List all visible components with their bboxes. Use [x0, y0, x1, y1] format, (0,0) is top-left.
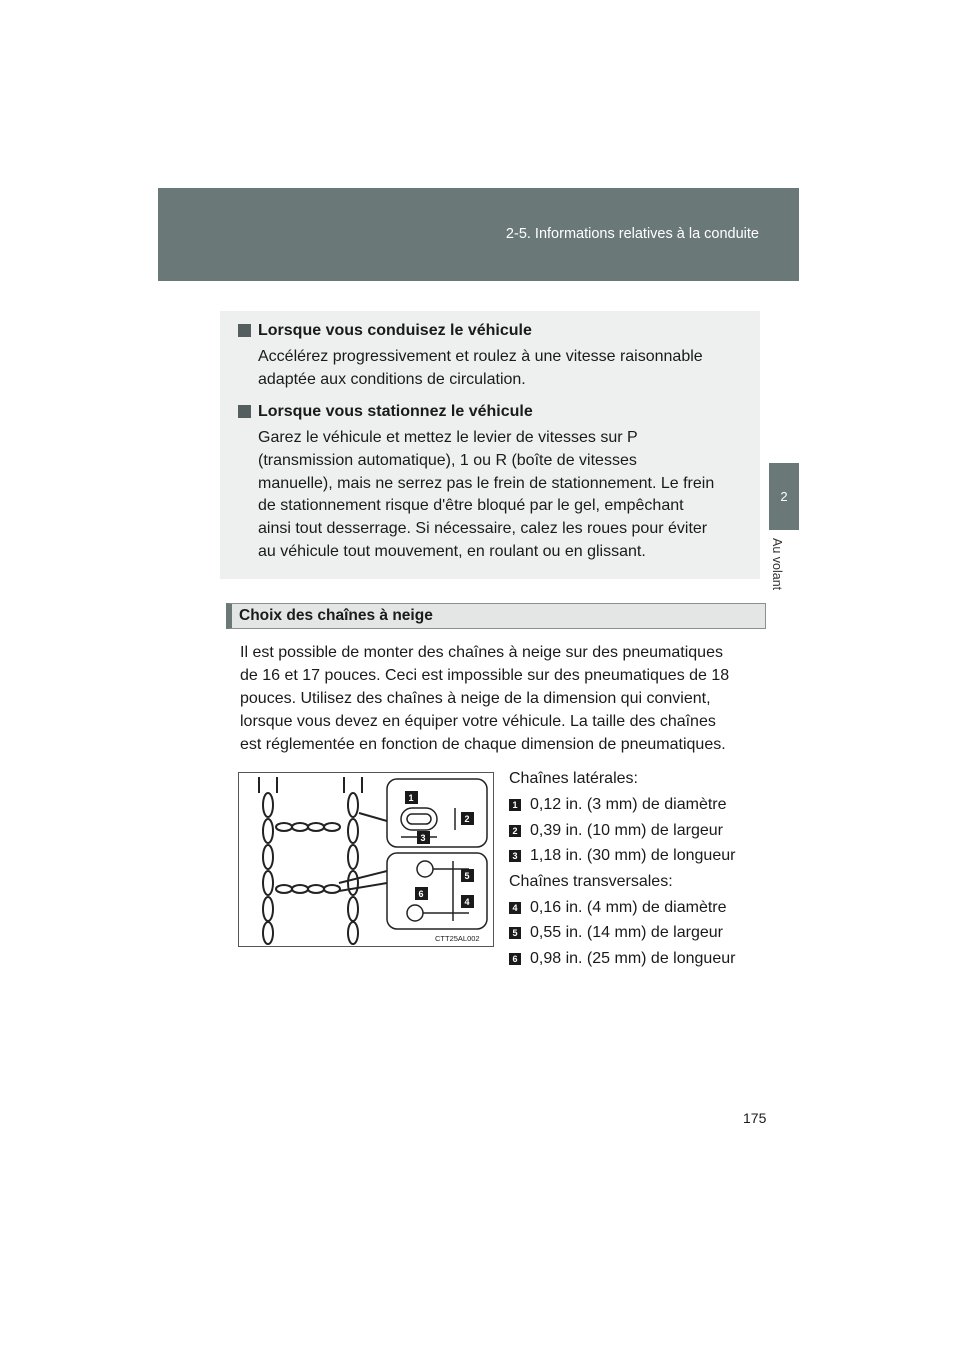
badge: 5	[509, 927, 521, 939]
spec-text: 0,16 in. (4 mm) de diamètre	[530, 899, 727, 916]
info-line: manuelle), mais ne serrez pas le frein de stationnement. Le frein	[258, 474, 715, 492]
callout-2: 2	[464, 814, 470, 824]
info-line: ainsi tout desserrage. Si nécessaire, calez les roues pour éviter	[258, 520, 708, 538]
badge: 3	[509, 850, 521, 862]
body-line: pouces. Utilisez des chaînes à neige de la dimension qui convient,	[240, 690, 711, 707]
spec-item	[509, 924, 723, 942]
body-line: de 16 et 17 pouces. Ceci est impossible sur des pneumatiques de 18	[240, 667, 730, 684]
body-line: Il est possible de monter des chaînes à neige sur des pneumatiques	[240, 644, 723, 661]
spec-text: 0,39 in. (10 mm) de largeur	[530, 822, 723, 839]
cross-chains-title: Chaînes transversales:	[509, 873, 673, 890]
page-number: 175	[743, 1110, 767, 1126]
spec-item	[509, 950, 735, 968]
side-chains-title: Chaînes latérales:	[509, 770, 638, 787]
spec-text: 0,98 in. (25 mm) de longueur	[530, 950, 736, 967]
section-heading	[226, 603, 766, 629]
badge: 2	[509, 825, 521, 837]
section-title: Choix des chaînes à neige	[239, 607, 433, 624]
chapter-label: Au volant	[770, 538, 784, 591]
info-line: de stationnement risque d'être bloqué par le gel, empêchant	[258, 497, 684, 515]
chain-diagram	[239, 773, 493, 946]
info-line: au véhicule tout mouvement, en roulant ou en glissant.	[258, 543, 646, 560]
callout-1: 1	[408, 793, 414, 803]
body-line: est réglementée en fonction de chaque dimension de pneumatiques.	[240, 736, 726, 753]
spec-item	[509, 847, 735, 865]
spec-item	[509, 822, 723, 840]
chapter-tab[interactable]: 2	[769, 463, 799, 530]
header-band	[158, 188, 799, 281]
badge: 1	[509, 799, 521, 811]
figure-code: CTT25AL002	[435, 934, 480, 943]
spec-text: 1,18 in. (30 mm) de longueur	[530, 847, 736, 864]
callout-6: 6	[418, 889, 424, 899]
body-line: lorsque vous devez en équiper votre véhicule. La taille des chaînes	[240, 713, 716, 730]
info-title: Lorsque vous stationnez le véhicule	[258, 403, 533, 420]
badge: 6	[509, 953, 521, 965]
info-line: adaptée aux conditions de circulation.	[258, 371, 526, 388]
info-line: Garez le véhicule et mettez le levier de vitesses sur P	[258, 429, 638, 446]
callout-4: 4	[464, 897, 470, 907]
info-title: Lorsque vous conduisez le véhicule	[258, 322, 532, 339]
callout-5: 5	[464, 871, 470, 881]
spec-text: 0,55 in. (14 mm) de largeur	[530, 924, 723, 941]
spec-text: 0,12 in. (3 mm) de diamètre	[530, 796, 727, 813]
snow-chain-illustration	[238, 772, 494, 947]
spec-item	[509, 899, 727, 917]
callout-3: 3	[420, 833, 426, 843]
info-line: Accélérez progressivement et roulez à une vitesse raisonnable	[258, 348, 703, 365]
info-box	[220, 311, 760, 579]
section-header: 2-5. Informations relatives à la conduite	[505, 226, 759, 242]
info-line: (transmission automatique), 1 ou R (boîte de vitesses	[258, 451, 637, 469]
badge: 4	[509, 902, 521, 914]
spec-item	[509, 796, 727, 814]
